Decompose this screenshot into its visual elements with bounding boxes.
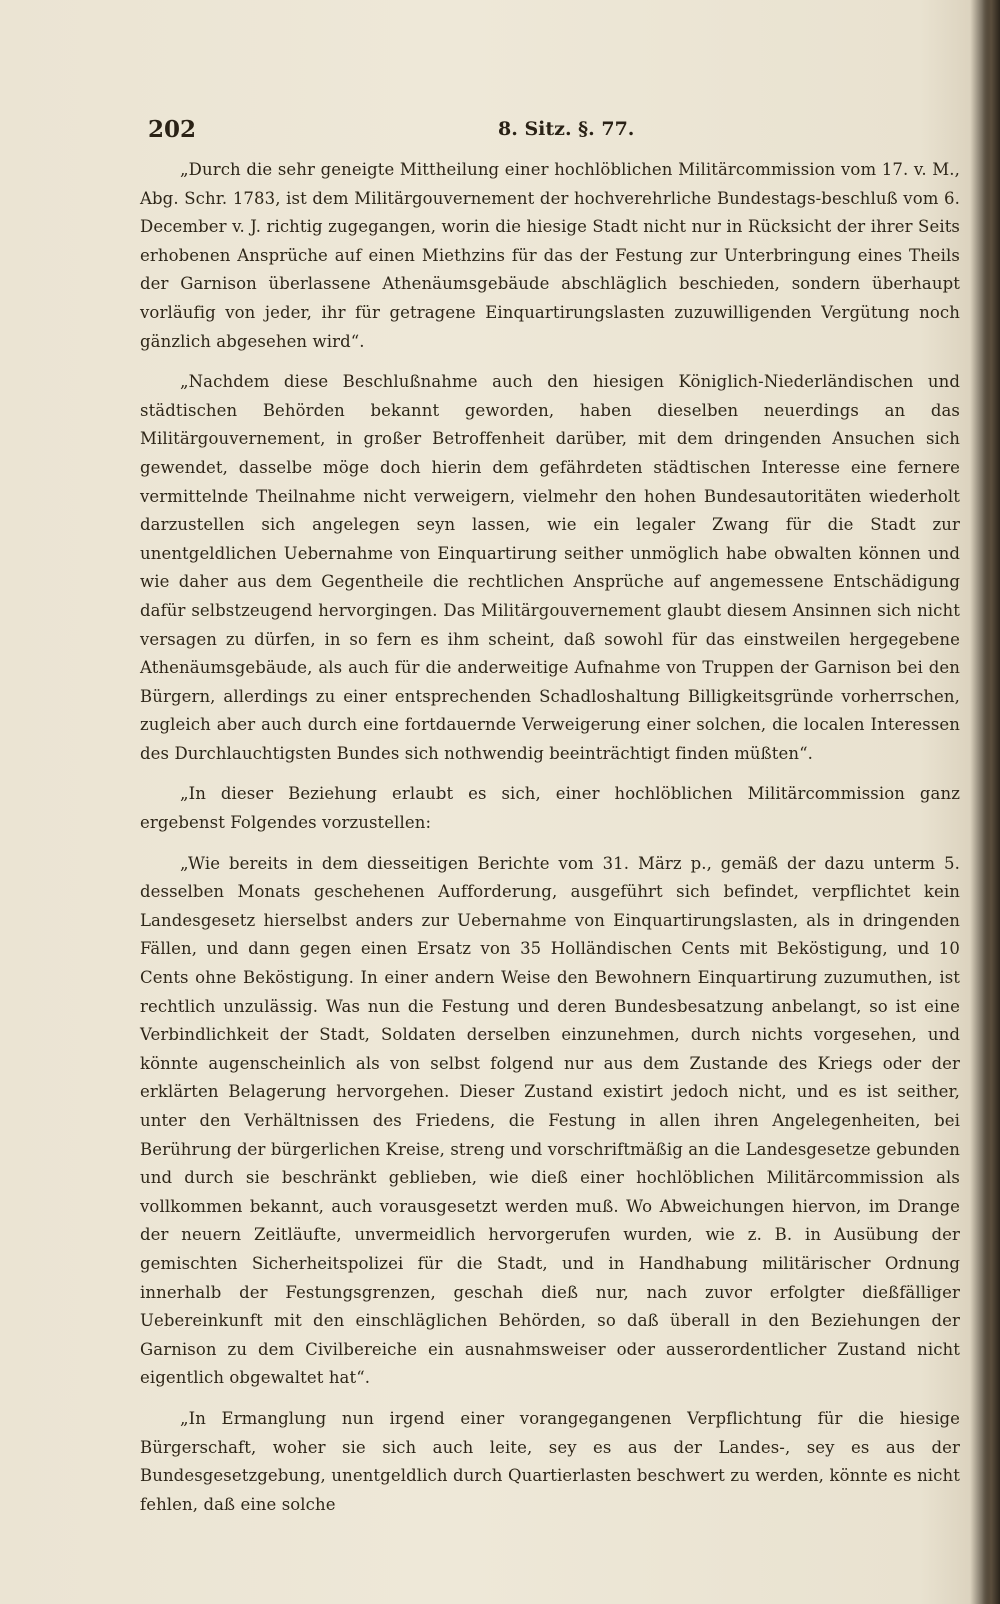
paragraph: „Wie bereits in dem diesseitigen Berichte vom 31. März p., gemäß der dazu unterm 5. desselben Monats geschehenen Aufforderung, ausgeführt sich befindet, verpflichtet kein Landesgesetz hierselbst anders zur Uebernahme von Einquartirungslasten, als in dringenden Fällen, und dann gegen einen Ersatz von 35 Holländischen Cents mit Beköstigung, und 10 Cents ohne Beköstigung. In einer andern Weise den Bewohnern Einquartirung zuzumuthen, ist rechtlich unzulässig. Was nun die Festung und deren Bundesbesatzung anbelangt, so ist eine Verbindlichkeit der Stadt, Soldaten derselben einzunehmen, durch nichts vorgesehen, und könnte augenscheinlich als von selbst folgend nur aus dem Zustande des Kriegs oder der erklärten Belagerung hervorgehen. Dieser Zustand existirt jedoch nicht, und es ist seither, unter den Verhältnissen des Friedens, die Festung in allen ihren Angelegenheiten, bei Berührung der bürgerlichen Kreise, streng und vorschriftmäßig an die Landesgesetze gebunden und durch sie beschränkt geblieben, wie dieß einer hochlöblichen Militärcommission als vollkommen bekannt, auch vorausgesetzt werden muß. Wo Abweichungen hiervon, im Drange der neuern Zeitläufte, unvermeidlich hervorgerufen wurden, wie z. B. in Ausübung der gemischten Sicherheitspolizei für die Stadt, und in Handhabung militärischer Ordnung innerhalb der Festungsgrenzen, geschah dieß nur, nach zuvor erfolgter dießfälliger Uebereinkunft mit den einschläglichen Behörden, so daß überall in den Beziehungen der Garnison zu dem Civilbereiche ein ausnahmsweiser oder ausserordentlicher Zustand nicht eigentlich obgewaltet hat“. [140, 853, 960, 1388]
paragraph: „In dieser Beziehung erlaubt es sich, einer hochlöblichen Militärcommission ganz ergebenst Folgendes vorzustellen: [140, 784, 960, 833]
paragraph: „Nachdem diese Beschlußnahme auch den hiesigen Königlich-Niederländischen und städtischen Behörden bekannt geworden, haben dieselben neuerdings an das Militärgouvernement, in großer Betroffenheit darüber, mit dem dringenden Ansuchen sich gewendet, dasselbe möge doch hierin dem gefährdeten städtischen Interesse eine fernere vermittelnde Theilnahme nicht verweigern, vielmehr den hohen Bundesautoritäten wiederholt darzustellen sich angelegen seyn lassen, wie ein legaler Zwang für die Stadt zur unentgeldlichen Uebernahme von Einquartirung seither unmöglich habe obwalten können und wie daher aus dem Gegentheile die rechtlichen Ansprüche auf angemessene Entschädigung dafür selbstzeugend hervorgingen. Das Militärgouvernement glaubt diesem Ansinnen sich nicht versagen zu dürfen, in so fern es ihm scheint, daß sowohl für das einstweilen hergegebene Athenäumsgebäude, als auch für die anderweitige Aufnahme von Truppen der Garnison bei den Bürgern, allerdings zu einer entsprechenden Schadloshaltung Billigkeitsgründe vorherrschen, zugleich aber auch durch eine fortdauernde Verweigerung einer solchen, die localen Interessen des Durchlauchtigsten Bundes sich nothwendig beeinträchtigt finden müßten“. [140, 372, 960, 763]
book-edge-shadow [982, 0, 1000, 1604]
paragraph: „In Ermanglung nun irgend einer vorangegangenen Verpflichtung für die hiesige Bürgerschaft, woher sie sich auch leite, sey es aus der Landes-, sey es aus der Bundesgesetzgebung, unentgeldlich durch Quartierlasten beschwert zu werden, könnte es nicht fehlen, daß eine solche [140, 1408, 960, 1514]
page-header [140, 108, 960, 152]
running-head: 8. Sitz. §. 77. [498, 118, 635, 140]
document-page [140, 108, 960, 1568]
paragraph: „Durch die sehr geneigte Mittheilung einer hochlöblichen Militärcommission vom 17. v. M., Abg. Schr. 1783, ist dem Militärgouvernement der hochverehrliche Bundestags-beschluß vom 6. December v. J. richtig zugegangen, worin die hiesige Stadt nicht nur in Rücksicht der ihrer Seits erhobenen Ansprüche auf einen Miethzins für das der Festung zur Unterbringung eines Theils der Garnison überlassene Athenäumsgebäude abschläglich beschieden, sondern überhaupt vorläufig von jeder, ihr für getragene Einquartirungslasten zuzuwilligenden Vergütung noch gänzlich abgesehen wird“. [140, 160, 960, 351]
page-number: 202 [148, 116, 197, 143]
